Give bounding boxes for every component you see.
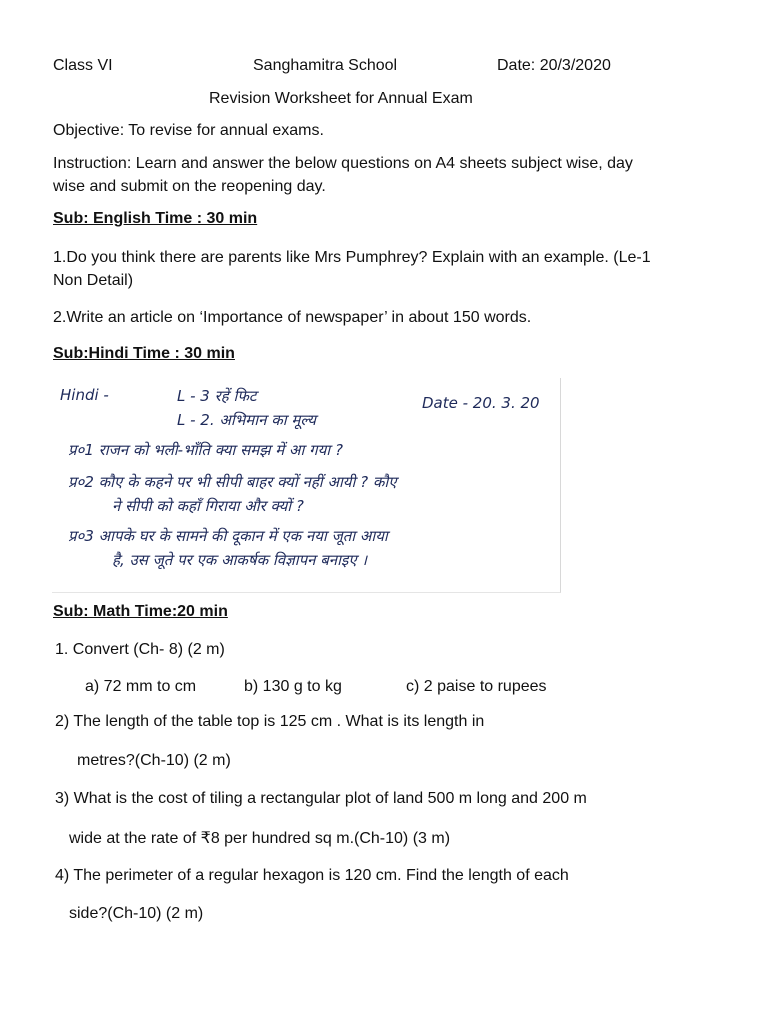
hindi-scan-date: Date - 20. 3. 20: [422, 394, 540, 412]
class-label: Class VI: [53, 57, 113, 74]
instruction-line-2: wise and submit on the reopening day.: [53, 178, 326, 195]
hindi-scan-lesson-2: L - 2. अभिमान का मूल्य: [177, 411, 316, 429]
hindi-scan-lesson-1: L - 3 रहें फिट: [177, 387, 257, 405]
worksheet-title: Revision Worksheet for Annual Exam: [209, 90, 473, 107]
hindi-scan-q2-line-1: प्र०2 कौए के कहने पर भी सीपी बाहर क्यों नहीं आयी ? कौए: [68, 473, 397, 491]
math-q1-option-a: a) 72 mm to cm: [85, 678, 197, 695]
english-q1-line-2: Non Detail): [53, 272, 134, 289]
math-q3-line-1: 3) What is the cost of tiling a rectangular plot of land 500 m long and 200 m: [55, 790, 587, 807]
math-q1-option-b: b) 130 g to kg: [244, 678, 342, 695]
hindi-scan-q2-line-2: ने सीपी को कहाँ गिराया और क्यों ?: [112, 497, 304, 515]
math-q3-line-2: wide at the rate of ₹8 per hundred sq m.(Ch-10) (3 m): [69, 830, 451, 847]
school-name: Sanghamitra School: [253, 57, 398, 74]
hindi-scan-q1: प्र०1 राजन को भली-भाँति क्या समझ में आ गया ?: [68, 441, 343, 459]
objective-text: Objective: To revise for annual exams.: [53, 122, 324, 139]
math-q1-option-c: c) 2 paise to rupees: [406, 678, 547, 695]
english-q1-line-1: 1.Do you think there are parents like Mrs Pumphrey? Explain with an example. (Le-1: [53, 249, 651, 266]
hindi-scan-label: Hindi -: [60, 386, 109, 404]
english-heading: Sub: English Time : 30 min: [53, 210, 258, 227]
math-q1: 1. Convert (Ch- 8) (2 m): [55, 641, 225, 658]
math-q2-line-1: 2) The length of the table top is 125 cm . What is its length in: [55, 713, 485, 730]
hindi-scan-q3-line-2: है, उस जूते पर एक आकर्षक विज्ञापन बनाइए ।: [112, 551, 368, 569]
hindi-scan-q3-line-1: प्र०3 आपके घर के सामने की दूकान में एक नया जूता आया: [68, 527, 388, 545]
math-q4-line-2: side?(Ch-10) (2 m): [69, 905, 204, 922]
english-q2: 2.Write an article on ‘Importance of newspaper’ in about 150 words.: [53, 309, 532, 326]
math-q2-line-2: metres?(Ch-10) (2 m): [77, 752, 231, 769]
hindi-heading: Sub:Hindi Time : 30 min: [53, 345, 235, 362]
hindi-handwritten-image: [52, 378, 561, 593]
math-heading: Sub: Math Time:20 min: [53, 603, 228, 620]
date-label: Date: 20/3/2020: [497, 57, 611, 74]
instruction-line-1: Instruction: Learn and answer the below questions on A4 sheets subject wise, day: [53, 155, 633, 172]
math-q4-line-1: 4) The perimeter of a regular hexagon is 120 cm. Find the length of each: [55, 867, 569, 884]
